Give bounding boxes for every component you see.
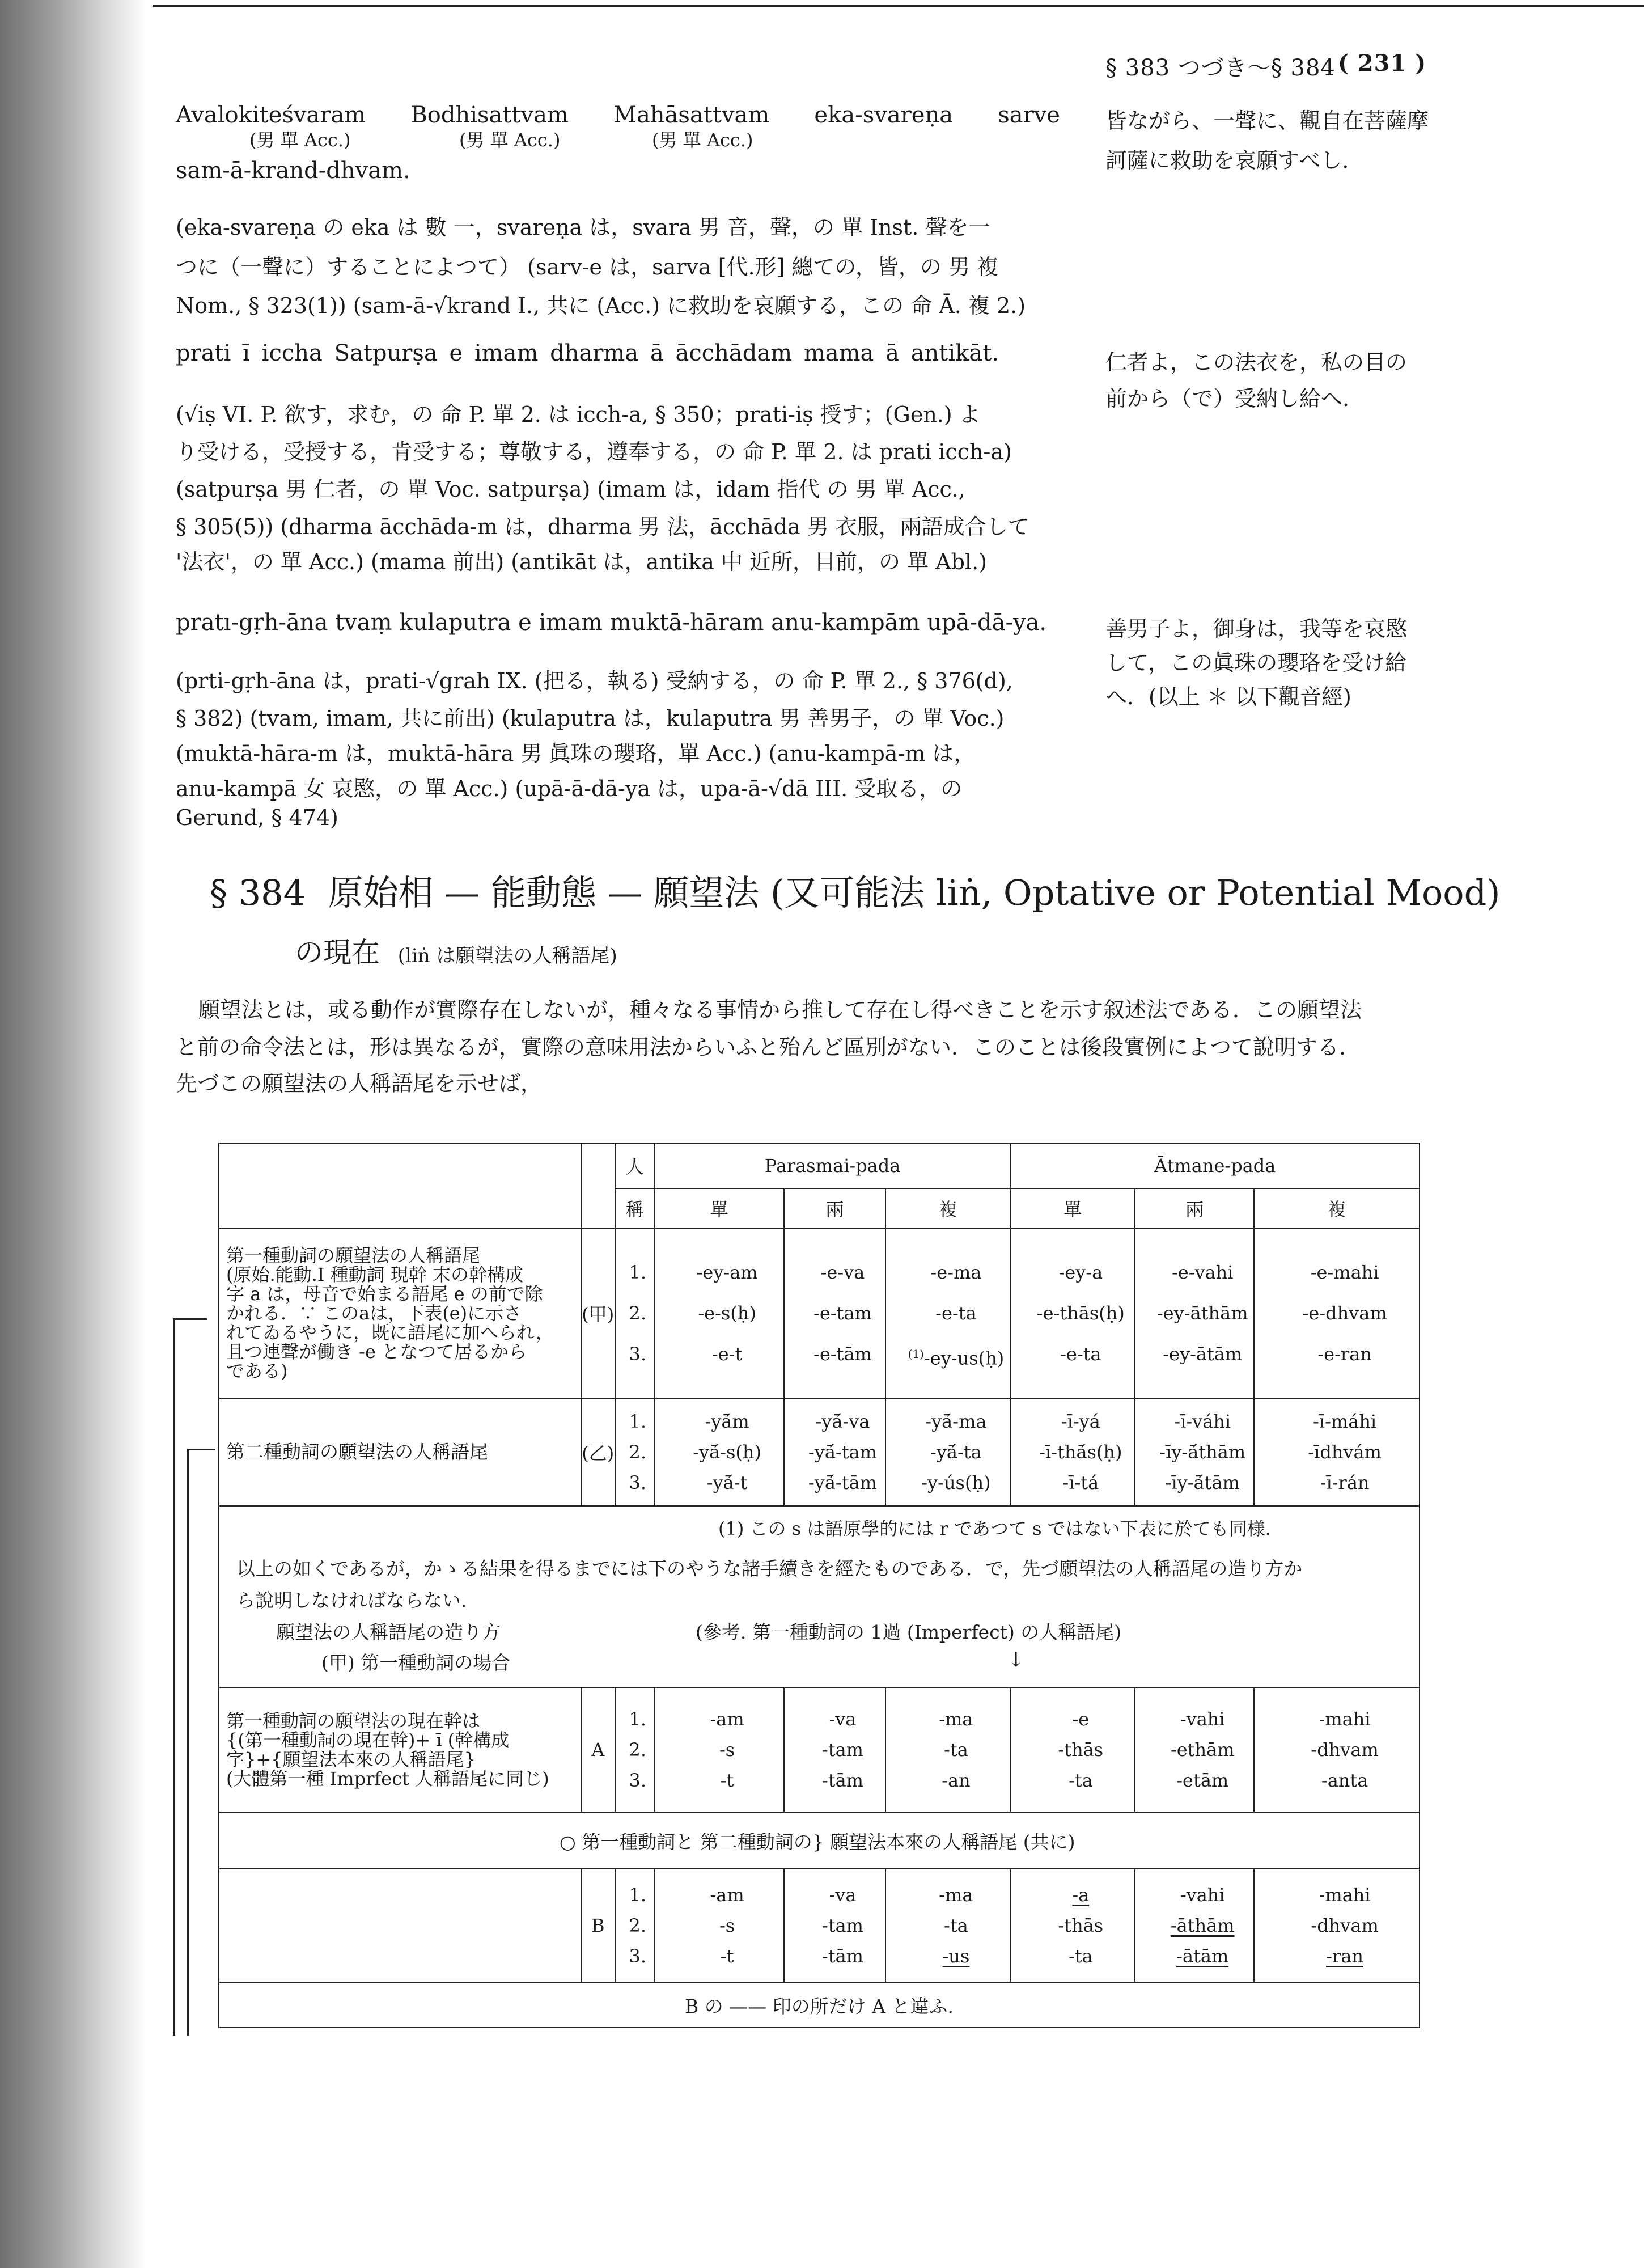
ending: -ey-am xyxy=(696,1262,758,1283)
ending-differs: -us xyxy=(942,1945,970,1967)
ending: -ī-rán xyxy=(1320,1472,1370,1493)
annotation: (男 單 Acc.) xyxy=(652,129,753,151)
ending: -e-ma xyxy=(930,1262,982,1283)
banner: ○ 第一種動詞と 第二種動詞の} 願望法本來の人稱語尾 (共に) xyxy=(219,1812,1420,1869)
block1-sanskrit-line xyxy=(176,102,1060,128)
ending: -mahi xyxy=(1319,1884,1371,1906)
middle-text: ら說明しなければならない. xyxy=(236,1589,467,1611)
ending: -ta xyxy=(1068,1770,1093,1791)
subtitle-note: (liṅ は願望法の人稱語尾) xyxy=(397,945,617,967)
ending: -ta xyxy=(944,1915,968,1936)
desc-line: {(第一種動詞の現在幹)+ ī (幹構成 xyxy=(226,1729,510,1751)
ending: -an xyxy=(942,1770,971,1791)
ending: -s xyxy=(719,1739,735,1761)
ending-with-mark xyxy=(902,1334,1010,1374)
row-tag: A xyxy=(581,1687,615,1812)
block3-translation: 善男子よ，御身は，我等を哀愍 xyxy=(1105,616,1408,641)
ending-differs: -a xyxy=(1072,1884,1090,1906)
ending-column xyxy=(885,1687,1010,1812)
intro-line: 先づこの願望法の人稱語尾を示せば， xyxy=(176,1071,543,1096)
ending: -yā́-t xyxy=(706,1472,748,1493)
ending: -e xyxy=(1072,1708,1090,1730)
ending: -ey-us(ḥ) xyxy=(923,1347,1005,1369)
desc-line: 且つ連聲が働き -e となつて居るから xyxy=(226,1341,527,1363)
ending: -yā́-va xyxy=(815,1411,870,1432)
ending: -tam xyxy=(821,1739,863,1761)
block3-translation: して，この眞珠の瓔珞を受け給 xyxy=(1105,650,1407,675)
person: 3. xyxy=(629,1472,646,1493)
ending-column xyxy=(655,1869,784,1982)
block3-note: (muktā-hāra-m は，muktā-hāra 男 眞珠の瓔珞，單 Acc.) (anu-kampā-m は， xyxy=(176,741,976,766)
intro-line: 願望法とは，或る動作が實際存在しないが，種々なる事情から推して存在し得べきことを示す叙述法である．この願望法 xyxy=(198,997,1362,1022)
ending: -e-s(ḥ) xyxy=(698,1302,756,1324)
ending: -ethām xyxy=(1170,1739,1235,1761)
ending: -mahi xyxy=(1319,1708,1371,1730)
blank-header xyxy=(219,1143,581,1228)
ending: -yā́-ma xyxy=(925,1411,987,1432)
annotation: (男 單 Acc.) xyxy=(249,129,351,151)
ending-column xyxy=(655,1687,784,1812)
bracket-arrow xyxy=(173,1318,207,1320)
explanation-cell xyxy=(219,1506,1420,1687)
ending-column xyxy=(784,1398,886,1506)
page-number: ( 231 ) xyxy=(1338,50,1427,77)
ending: -e-thās(ḥ) xyxy=(1036,1302,1125,1324)
number-header: 單 xyxy=(655,1188,784,1228)
ending: -am xyxy=(710,1708,744,1730)
ending: -īy-ā́tām xyxy=(1165,1472,1240,1493)
ending: -yā́-tam xyxy=(808,1441,877,1463)
blank-header xyxy=(581,1143,615,1228)
row-tag: B xyxy=(581,1869,615,1982)
ending-column xyxy=(1254,1228,1420,1398)
ending-column xyxy=(1010,1869,1135,1982)
ending-differs: -āthām xyxy=(1170,1915,1235,1936)
block1-translation: 訶薩に救助を哀願すべし. xyxy=(1105,148,1349,173)
ending: -ey-ātām xyxy=(1163,1343,1243,1365)
ending: -va xyxy=(829,1708,857,1730)
ending: -tām xyxy=(821,1770,863,1791)
block1-note: (eka-svareṇa の eka は 數 一，svareṇa は，svara 男 音，聲，の 單 Inst. 聲を一 xyxy=(176,215,990,240)
how-to-label: 願望法の人稱語尾の造り方 xyxy=(276,1621,501,1643)
block1-line2: sam-ā-krand-dhvam. xyxy=(176,158,410,184)
ending: -īdhvám xyxy=(1308,1441,1382,1463)
ending: -e-va xyxy=(820,1262,865,1283)
desc-line: 第一種動詞の願望法の現在幹は xyxy=(226,1710,481,1732)
ending-column xyxy=(1010,1687,1135,1812)
word: Mahāsattvam xyxy=(613,102,770,128)
ending: -tām xyxy=(821,1945,863,1967)
section-number: § 384 xyxy=(210,872,306,913)
ending-column xyxy=(885,1398,1010,1506)
ending: -ta xyxy=(944,1739,968,1761)
number-header: 複 xyxy=(885,1188,1010,1228)
ending-column xyxy=(655,1228,784,1398)
person-numbers xyxy=(615,1869,655,1982)
block2-note: (√iṣ VI. P. 欲す，求む，の 命 P. 單 2. は icch-a, § 350；prati-iṣ 授す；(Gen.) よ xyxy=(176,402,981,427)
blank-cell xyxy=(219,1869,581,1982)
word: Avalokiteśvaram xyxy=(176,102,366,128)
ending: -vahi xyxy=(1180,1708,1225,1730)
case-ko-label: (甲) 第一種動詞の場合 xyxy=(321,1652,511,1674)
ending: -īy-ā́thām xyxy=(1159,1441,1246,1463)
ending: -ta xyxy=(1068,1945,1093,1967)
ending-column xyxy=(1135,1687,1254,1812)
ending-column xyxy=(1135,1869,1254,1982)
block1-note: つに（一聲に）することによつて） (sarv-e は，sarva [代.形] 總ての，皆，の 男 複 xyxy=(176,255,999,280)
block1-note: Nom., § 323(1)) (sam-ā-√krand I., 共に (Acc.) に救助を哀願する，この 命 Ā. 複 2.) xyxy=(176,293,1026,318)
ending: -ma xyxy=(939,1708,973,1730)
block3-note: Gerund, § 474) xyxy=(176,805,338,830)
block2-note: (satpurṣa 男 仁者，の 單 Voc. satpurṣa) (imam は，idam 指代 の 男 單 Acc., xyxy=(176,477,965,502)
block3-note: § 382) (tvam, imam, 共に前出) (kulaputra は，kulaputra 男 善男子，の 單 Voc.) xyxy=(176,706,1005,731)
ending: -yā́-tām xyxy=(808,1472,877,1493)
block3-translation: へ．(以上 ＊ 以下觀音經) xyxy=(1105,684,1351,709)
annotation: (男 單 Acc.) xyxy=(459,129,561,151)
person: 3. xyxy=(629,1770,646,1791)
block2-note: '法衣'，の 單 Acc.) (mama 前出) (antikāt は，antika 中 近所，目前，の 單 Abl.) xyxy=(176,549,988,574)
row-otsu-description: 第二種動詞の願望法の人稱語尾 xyxy=(219,1398,581,1506)
ending: -y-ús(ḥ) xyxy=(921,1472,991,1493)
ending: -e-dhvam xyxy=(1302,1302,1387,1324)
ending: -vahi xyxy=(1180,1884,1225,1906)
atmane-header: Ātmane-pada xyxy=(1010,1143,1420,1188)
desc-line: (原始.能動.I 種動詞 現幹 末の幹構成 xyxy=(226,1264,523,1285)
ending-column xyxy=(885,1869,1010,1982)
desc-line: である) xyxy=(226,1360,288,1382)
reference-label: (參考. 第一種動詞の 1過 (Imperfect) の人稱語尾) xyxy=(696,1621,1122,1643)
block2-translation: 前から（で）受納し給へ. xyxy=(1105,386,1350,411)
ending: -ey-āthām xyxy=(1156,1302,1248,1324)
person: 2. xyxy=(629,1302,646,1324)
person: 1. xyxy=(629,1884,646,1906)
block2-note: § 305(5)) (dharma ācchāda-m は，dharma 男 法，ācchāda 男 衣服，兩語成合して xyxy=(176,514,1029,539)
ending: -ī-máhi xyxy=(1313,1411,1377,1432)
bottom-note: B の —— 印の所だけ A と違ふ. xyxy=(219,1982,1420,2028)
ending-column xyxy=(885,1228,1010,1398)
bracket-line xyxy=(173,1318,175,2036)
ending-column xyxy=(1135,1228,1254,1398)
word: sarve xyxy=(998,102,1060,128)
person-numbers xyxy=(615,1687,655,1812)
person-numbers xyxy=(615,1228,655,1398)
block3-sanskrit-line: pratı-gṛh-āna tvaṃ kulaputra e imam muktā-hāram anu-kampām upā-dā-ya. xyxy=(176,610,1047,636)
ending: -e-ta xyxy=(1060,1343,1101,1365)
intro-line: と前の命令法とは，形は異なるが，實際の意味用法からいふと殆んど區別がない．このことは後段實例によつて說明する． xyxy=(176,1035,1361,1060)
person: 1. xyxy=(629,1262,646,1283)
ending: -e-mahi xyxy=(1310,1262,1379,1283)
block3-note: (prti-gṛh-āna は，prati-√grah IX. (把る，執る) 受納する，の 命 P. 單 2., § 376(d), xyxy=(176,668,1013,693)
desc-line: 第一種動詞の願望法の人稱語尾 xyxy=(226,1245,481,1266)
parasmai-header: Parasmai-pada xyxy=(655,1143,1011,1188)
block2-translation: 仁者よ，この法衣を，私の目の xyxy=(1105,350,1408,375)
person-header-bottom: 稱 xyxy=(615,1188,655,1228)
ending: -anta xyxy=(1321,1770,1368,1791)
subtitle: の現在 xyxy=(295,936,380,969)
ending-column xyxy=(1135,1398,1254,1506)
ending-differs: -ran xyxy=(1326,1945,1363,1967)
ending: -ī-tá xyxy=(1062,1472,1099,1493)
ending: -yā́-s(ḥ) xyxy=(693,1441,761,1463)
bracket-arrow xyxy=(187,1449,215,1450)
row-tag: (甲) xyxy=(581,1228,615,1398)
ending-column xyxy=(655,1398,784,1506)
number-header: 複 xyxy=(1254,1188,1420,1228)
word: eka-svareṇa xyxy=(814,102,954,128)
ending: -t xyxy=(720,1945,734,1967)
ending: -e-t xyxy=(711,1343,743,1365)
ending-column xyxy=(1254,1869,1420,1982)
ending: -e-ran xyxy=(1317,1343,1372,1365)
ending: -ey-a xyxy=(1058,1262,1103,1283)
ending: -etām xyxy=(1176,1770,1229,1791)
ending-column xyxy=(1010,1228,1135,1398)
person: 1. xyxy=(629,1411,646,1432)
ending: -e-ta xyxy=(935,1302,977,1324)
ending: -ī-thā́s(ḥ) xyxy=(1039,1441,1122,1463)
ending: -va xyxy=(829,1884,857,1906)
ending: -e-tām xyxy=(813,1343,872,1365)
running-title: § 383 つづき〜§ 384 xyxy=(1105,55,1336,81)
ending: -ma xyxy=(939,1884,973,1906)
bracket-line xyxy=(187,1449,189,2036)
number-header: 兩 xyxy=(1135,1188,1254,1228)
ending: -dhvam xyxy=(1311,1915,1379,1936)
ending-column xyxy=(784,1687,886,1812)
section-heading xyxy=(210,865,1500,915)
section-title: 原始相 — 能動態 — 願望法 (又可能法 liṅ, Optative or Potential Mood) xyxy=(328,872,1501,913)
person: 2. xyxy=(629,1915,646,1936)
ending-column xyxy=(1254,1398,1420,1506)
block3-note: anu-kampā 女 哀愍，の 單 Acc.) (upā-ā-dā-ya は，upa-ā-√dā III. 受取る，の xyxy=(176,776,963,801)
footnote: (1) この s は語原學的には r であつて s ではない下表に於ても同様. xyxy=(718,1518,1271,1539)
ending: -t xyxy=(720,1770,734,1791)
person: 2. xyxy=(629,1739,646,1761)
desc-line: かれる．∵ このaは，下表(e)に示さ xyxy=(226,1302,522,1324)
down-arrow: ↓ xyxy=(1007,1648,1025,1672)
ending: -yā́-ta xyxy=(930,1441,982,1463)
ending: -ī-váhi xyxy=(1174,1411,1231,1432)
ending: -dhvam xyxy=(1311,1739,1379,1761)
ending: -tam xyxy=(821,1915,863,1936)
section-subtitle xyxy=(295,930,617,971)
ending-column xyxy=(784,1869,886,1982)
ending: -e-tam xyxy=(813,1302,872,1324)
middle-text: 以上の如くであるが，かゝる結果を得るまでには下のやうな諸手續きを經たものである．で，先づ願望法の人稱語尾の造り方か xyxy=(236,1558,1303,1580)
ending-column xyxy=(1254,1687,1420,1812)
block2-sanskrit-line: prati ī iccha Satpurṣa e imam dharma ā ācchādam mama ā antikāt. xyxy=(176,340,999,366)
ending: -ī-yá xyxy=(1061,1411,1100,1432)
person: 3. xyxy=(629,1343,646,1365)
word: Bodhisattvam xyxy=(410,102,569,128)
person-header-top: 人 xyxy=(615,1143,655,1188)
block2-note: り受ける，受授する，肯受する；尊敬する，遵奉する，の 命 P. 單 2. は prati icch-a) xyxy=(176,439,1012,464)
scan-edge-shadow xyxy=(0,0,147,2268)
ending: -s xyxy=(719,1915,735,1936)
number-header: 兩 xyxy=(784,1188,886,1228)
desc-line: (大體第一種 Imprfect 人稱語尾に同じ) xyxy=(226,1768,549,1789)
person: 3. xyxy=(629,1945,646,1967)
person: 2. xyxy=(629,1441,646,1463)
person: 1. xyxy=(629,1708,646,1730)
row-ko-description xyxy=(219,1228,581,1398)
top-rule xyxy=(153,5,1644,7)
ending: -thās xyxy=(1058,1915,1104,1936)
ending: -am xyxy=(710,1884,744,1906)
ending-differs: -ātām xyxy=(1176,1945,1229,1967)
block1-translation: 皆ながら、一聲に、觀自在菩薩摩 xyxy=(1105,108,1429,133)
desc-line: 字 a は，母音で始まる語尾 e の前で除 xyxy=(226,1283,543,1305)
number-header: 單 xyxy=(1010,1188,1135,1228)
ending-column xyxy=(784,1228,886,1398)
ending: -yā́m xyxy=(705,1411,749,1432)
row-tag: (乙) xyxy=(581,1398,615,1506)
desc-line: 字}+{願望法本來の人稱語尾} xyxy=(226,1749,476,1770)
footnote-mark: (1) xyxy=(908,1347,924,1361)
ending-column xyxy=(1010,1398,1135,1506)
row-a-description xyxy=(219,1687,581,1812)
ending: -e-vahi xyxy=(1171,1262,1234,1283)
table-optative-endings xyxy=(218,1143,1420,2028)
ending: -thās xyxy=(1058,1739,1104,1761)
desc-line: れてゐるやうに，既に語尾に加へられ， xyxy=(226,1322,554,1343)
person-numbers xyxy=(615,1398,655,1506)
